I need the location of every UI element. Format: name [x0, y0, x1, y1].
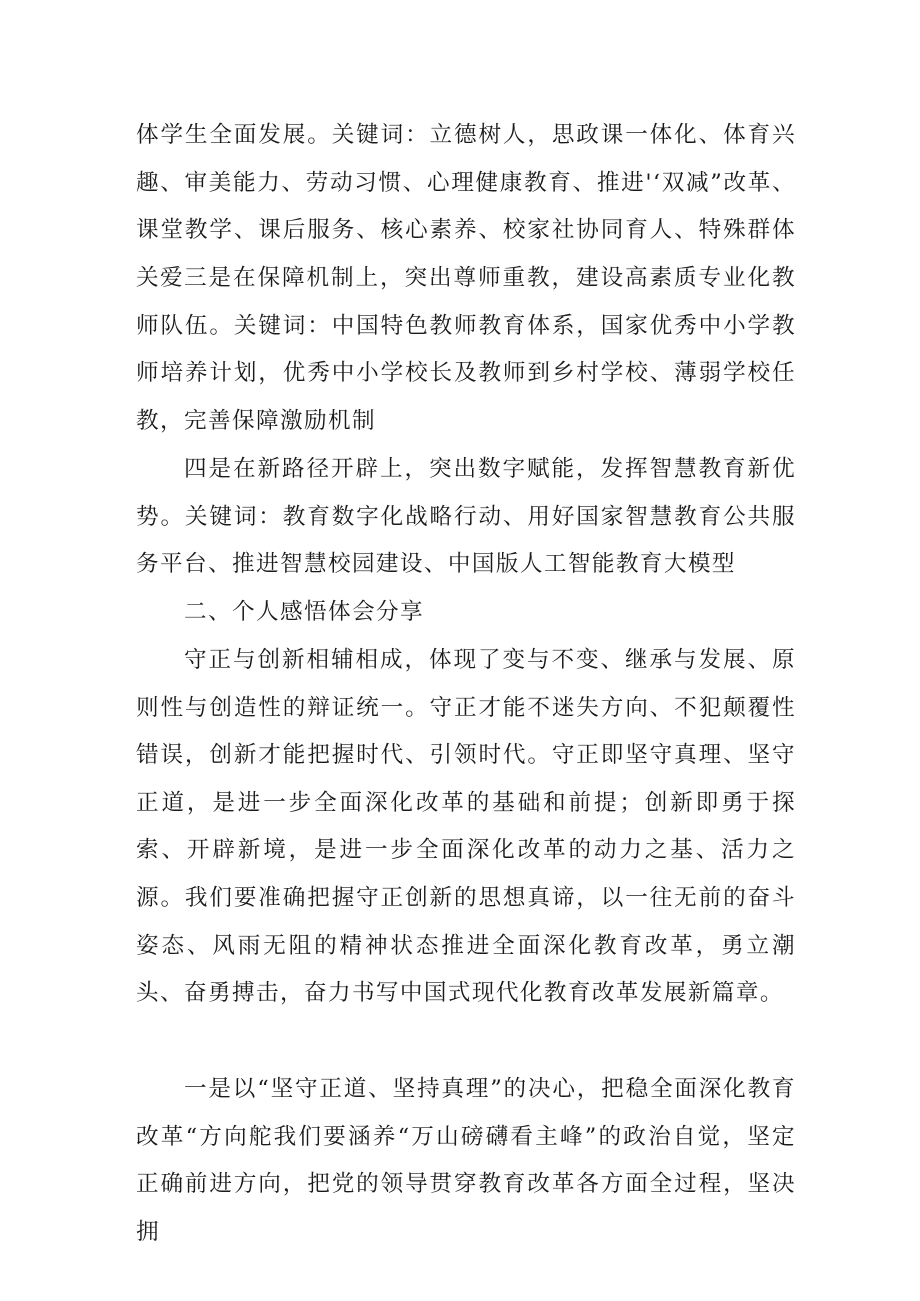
paragraph-integrity-innovation: 守正与创新相辅相成，体现了变与不变、继承与发展、原则性与创造性的辩证统一。守正才能不迷失方向、不犯颠覆性错误，创新才能把握时代、引领时代。守正即坚守真理、坚守正道，是进一步全面深化改革的基础和前提；创新即勇于探索、开辟新境，是进一步全面深化改革的动力之基、活力之源。我们要准确把握守正创新的思想真谛，以一往无前的奋斗姿态、风雨无阻的精神状态推进全面深化教育改革，勇立潮头、奋勇搏击，奋力书写中国式现代化教育改革发展新篇章。 [136, 647, 796, 1007]
paragraph-keywords-student-development: 体学生全面发展。关键词：立德树人，思政课一体化、体育兴趣、审美能力、劳动习惯、心理健康教育、推进'‘双减”改革、课堂教学、课后服务、核心素养、校家社协同育人、特殊群体关爱 [136, 122, 796, 291]
section-heading: 二、个人感悟体会分享 [184, 599, 424, 625]
paragraph-first-point: 一是以“坚守正道、坚持真理”的决心，把稳全面深化教育改革“方向舵我们要涵养“万山磅礴看主峰”的政治自觉，坚定正确前进方向，把党的领导贯穿教育改革各方面全过程，坚决拥 [136, 1076, 796, 1245]
paragraph-teacher-team: 三是在保障机制上，突出尊师重教，建设高素质专业化教师队伍。关键词：中国特色教师教育体系，国家优秀中小学教师培养计划，优秀中小学校长及教师到乡村学校、薄弱学校任教，完善保障激励机制 [136, 265, 796, 434]
paragraph-digital-empowerment: 四是在新路径开辟上，突出数字赋能，发挥智慧教育新优势。关键词：教育数字化战略行动、用好国家智慧教育公共服务平台、推进智慧校园建设、中国版人工智能教育大模型 [136, 456, 796, 578]
